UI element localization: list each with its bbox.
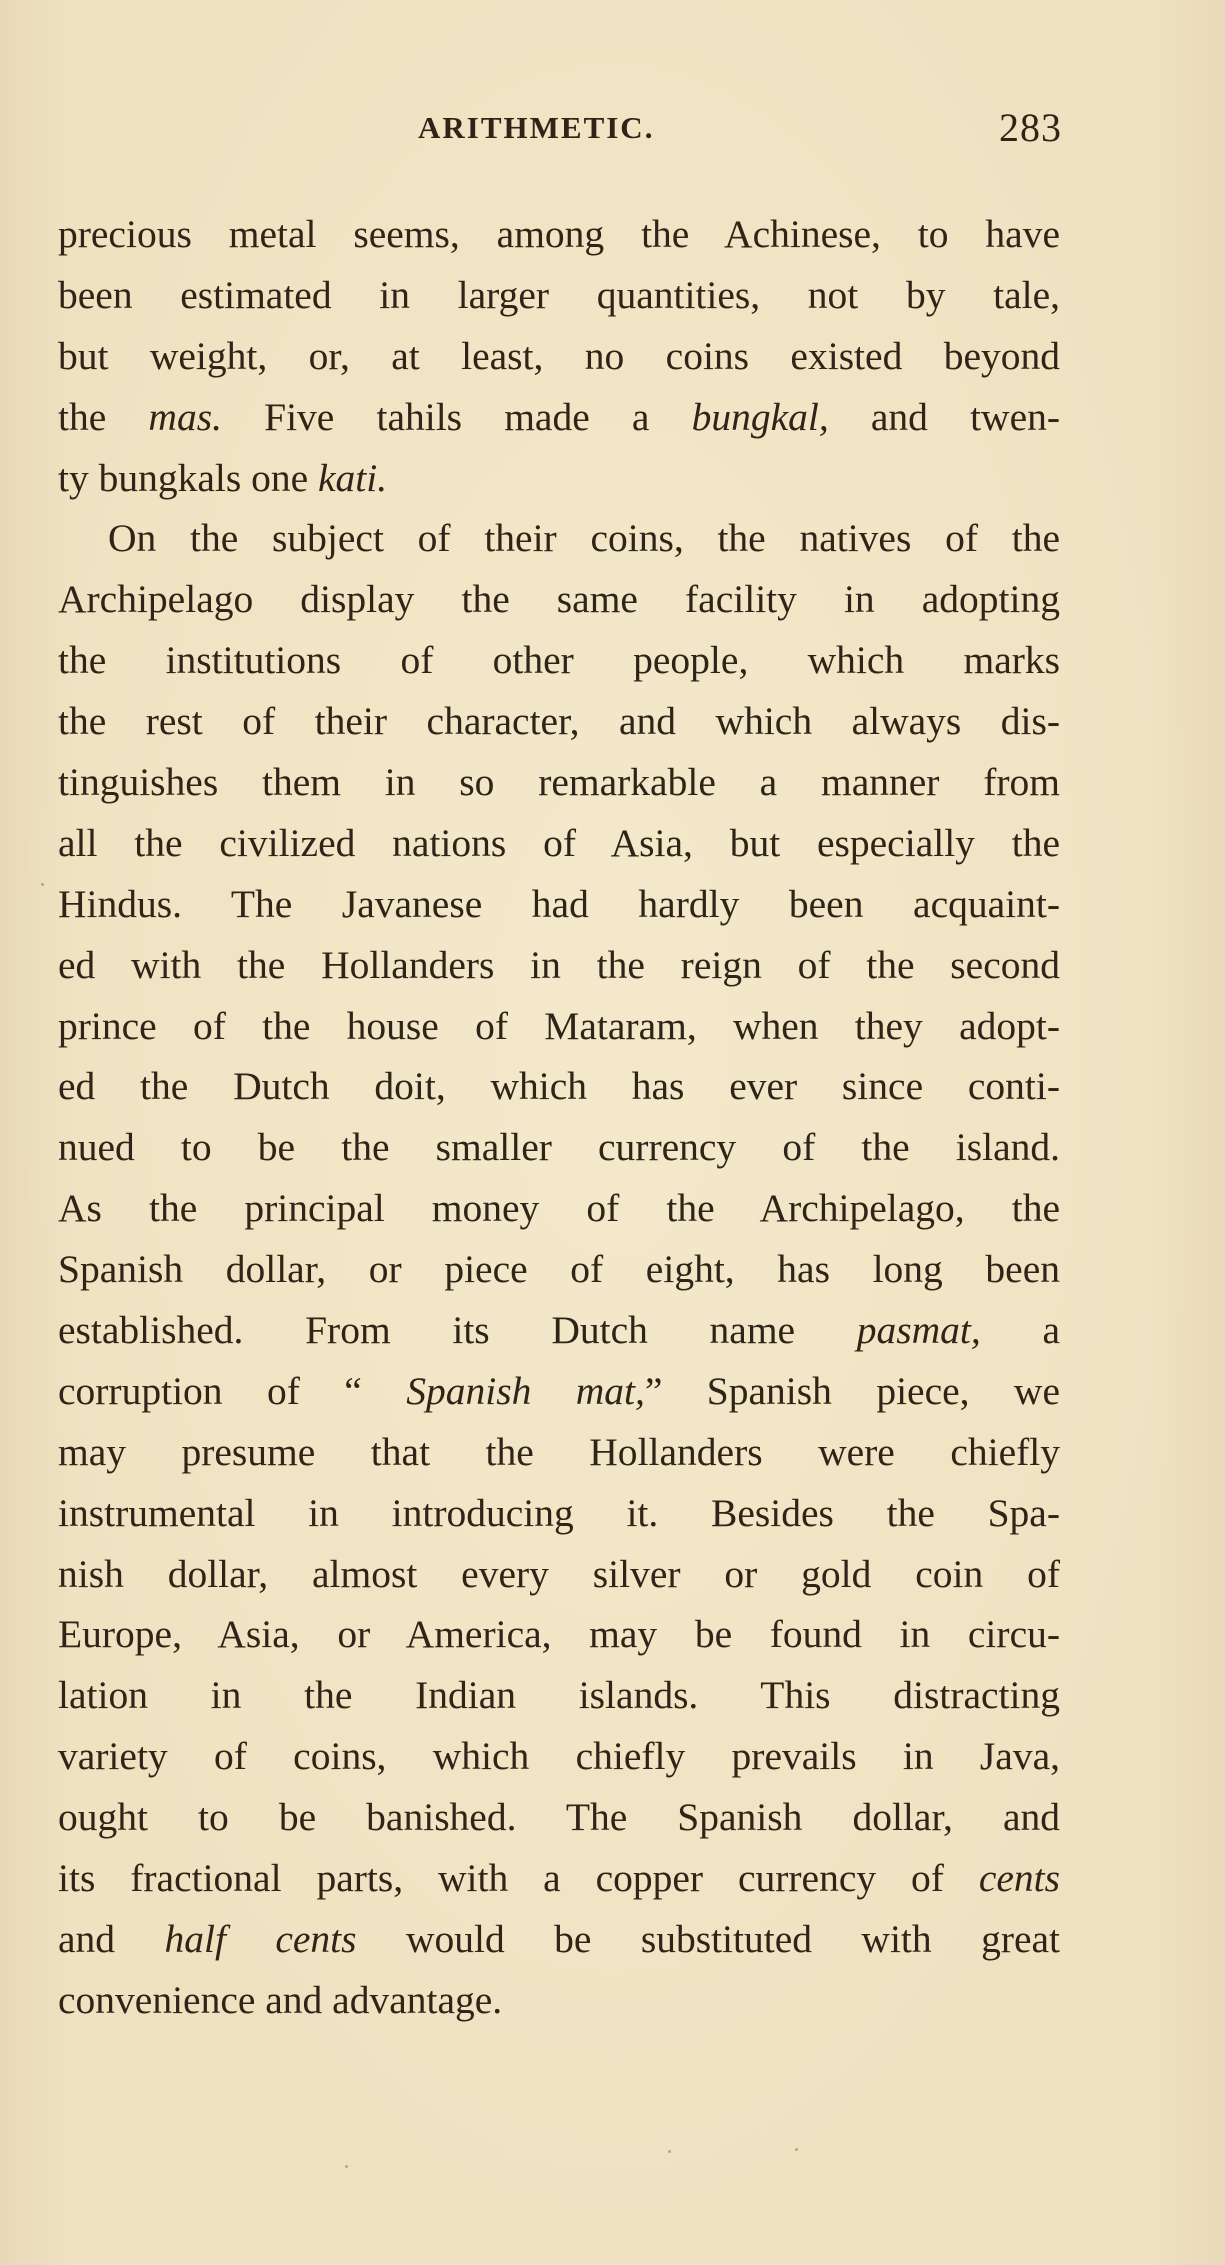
- text-line: precious metal seems, among the Achinese, to have: [58, 212, 1060, 256]
- text-line: the institutions of other people, which marks: [58, 638, 1060, 683]
- text-line: the mas. Five tahils made a bungkal, and twen-: [58, 394, 1060, 439]
- text-line: Spanish dollar, or piece of eight, has long been: [58, 1247, 1060, 1292]
- italic-term: pasmat,: [856, 1308, 981, 1353]
- text-line: instrumental in introducing it. Besides the Spa-: [58, 1490, 1060, 1535]
- text-line: Hindus. The Javanese had hardly been acquaint-: [58, 881, 1060, 926]
- italic-term: half cents: [164, 1916, 357, 1961]
- italic-term: Spanish mat,: [406, 1368, 645, 1413]
- text-line: nish dollar, almost every silver or gold coin of: [58, 1551, 1060, 1596]
- text-line: Archipelago display the same facility in adopting: [58, 577, 1060, 622]
- text-line: established. From its Dutch name pasmat, a: [58, 1308, 1060, 1353]
- text-line: prince of the house of Mataram, when they adopt-: [58, 1003, 1060, 1048]
- text-line: convenience and advantage.: [58, 1977, 503, 2022]
- paper-speck: [345, 2165, 348, 2168]
- paper-speck: [41, 883, 44, 886]
- text-line: lation in the Indian islands. This distracting: [58, 1673, 1060, 1718]
- italic-term: cents: [978, 1856, 1060, 1901]
- text-line: tinguishes them in so remarkable a manner from: [58, 760, 1060, 805]
- text-line: ty bungkals one kati.: [58, 455, 388, 500]
- text-line: been estimated in larger quantities, not by tale,: [58, 272, 1060, 317]
- body-text: [58, 204, 1060, 2031]
- text-line: nued to be the smaller currency of the island.: [58, 1125, 1060, 1170]
- text-line: all the civilized nations of Asia, but especially the: [58, 820, 1060, 865]
- text-line: but weight, or, at least, no coins existed beyond: [58, 333, 1060, 378]
- italic-term: bungkal,: [691, 394, 829, 439]
- text-line: Europe, Asia, or America, may be found in circu-: [58, 1612, 1060, 1657]
- paragraph-start-line: On the subject of their coins, the natives of the: [108, 516, 1060, 561]
- italic-term: mas.: [148, 394, 222, 439]
- text-line: ed with the Hollanders in the reign of the second: [58, 942, 1060, 987]
- text-line: ed the Dutch doit, which has ever since conti-: [58, 1064, 1060, 1109]
- text-line: variety of coins, which chiefly prevails in Java,: [58, 1734, 1060, 1779]
- text-line: corruption of “ Spanish mat,” Spanish piece, we: [58, 1368, 1060, 1413]
- text-line: ought to be banished. The Spanish dollar, and: [58, 1795, 1060, 1840]
- text-line: may presume that the Hollanders were chiefly: [58, 1429, 1060, 1474]
- text-line: the rest of their character, and which always dis-: [58, 699, 1060, 744]
- running-title: ARITHMETIC.: [418, 110, 655, 145]
- text-line: and half cents would be substituted with great: [58, 1916, 1060, 1961]
- paper-speck: [668, 2150, 671, 2153]
- running-head: [58, 100, 1060, 160]
- paper-speck: [795, 2148, 798, 2151]
- page-number: 283: [999, 105, 1062, 150]
- text-line: As the principal money of the Archipelago, the: [58, 1186, 1060, 1231]
- text-line: its fractional parts, with a copper currency of cents: [58, 1856, 1060, 1901]
- italic-term: kati.: [318, 455, 388, 500]
